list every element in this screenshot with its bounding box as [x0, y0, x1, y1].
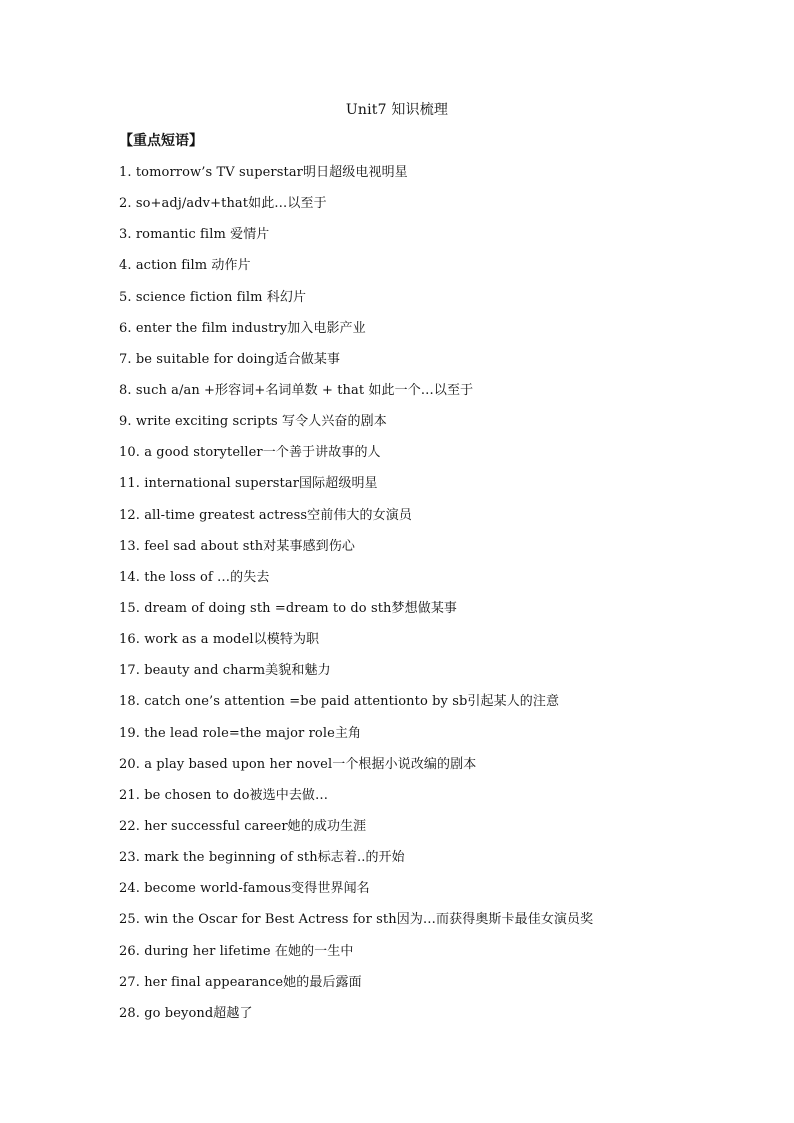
list-item: 17. beauty and charm美貌和魅力 — [119, 663, 331, 679]
list-item: 19. the lead role=the major role主角 — [119, 725, 362, 741]
list-item: 13. feel sad about sth对某事感到伤心 — [119, 538, 355, 554]
list-item: 22. her successful career她的成功生涯 — [119, 818, 367, 834]
list-item: 25. win the Oscar for Best Actress for sth因为…而获得奥斯卡最佳女演员奖 — [119, 912, 594, 928]
section-heading: 【重点短语】 — [119, 133, 203, 149]
list-item: 5. science fiction film 科幻片 — [119, 289, 307, 305]
list-item: 21. be chosen to do被选中去做… — [119, 787, 329, 803]
list-item: 12. all-time greatest actress空前伟大的女演员 — [119, 507, 412, 523]
list-item: 26. during her lifetime 在她的一生中 — [119, 943, 354, 959]
list-item: 24. become world-famous变得世界闻名 — [119, 881, 370, 897]
list-item: 27. her final appearance她的最后露面 — [119, 974, 362, 990]
list-item: 16. work as a model以模特为职 — [119, 632, 320, 648]
list-item: 18. catch one’s attention =be paid attentionto by sb引起某人的注意 — [119, 694, 560, 710]
list-item: 11. international superstar国际超级明星 — [119, 476, 378, 492]
page-title: Unit7 知识梳理 — [345, 102, 449, 118]
list-item: 2. so+adj/adv+that如此…以至于 — [119, 196, 327, 212]
phrase-list — [119, 163, 759, 1035]
list-item: 7. be suitable for doing适合做某事 — [119, 351, 341, 367]
list-item: 3. romantic film 爱情片 — [119, 227, 270, 243]
list-item: 10. a good storyteller一个善于讲故事的人 — [119, 445, 381, 461]
list-item: 8. such a/an +形容词+名词单数 + that 如此一个…以至于 — [119, 382, 474, 398]
list-item: 14. the loss of …的失去 — [119, 569, 270, 585]
list-item: 1. tomorrow’s TV superstar明日超级电视明星 — [119, 165, 408, 180]
list-item: 6. enter the film industry加入电影产业 — [119, 320, 366, 336]
list-item: 23. mark the beginning of sth标志着..的开始 — [119, 850, 405, 866]
list-item: 28. go beyond超越了 — [119, 1005, 253, 1021]
list-item: 4. action film 动作片 — [119, 258, 251, 274]
list-item: 15. dream of doing sth =dream to do sth梦想做某事 — [119, 600, 458, 616]
list-item: 9. write exciting scripts 写令人兴奋的剧本 — [119, 414, 387, 430]
list-item: 20. a play based upon her novel一个根据小说改编的剧本 — [119, 756, 477, 772]
